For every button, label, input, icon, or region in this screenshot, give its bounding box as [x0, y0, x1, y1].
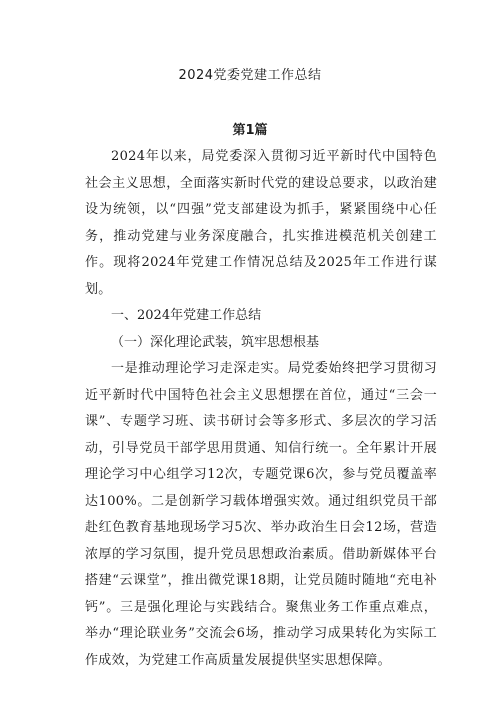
document-title: 2024党委党建工作总结 — [178, 68, 322, 83]
section-paragraph: 一是推动理论学习走深走实。局党委始终把学习贯彻习近平新时代中国特色社会主义思想摆在首位，通过“三会一课”、专题学习班、读书研讨会等多形式、多层次的学习活动，引导党员干部学思用贯通、知信行统一。全年累计开展理论学习中心组学习12次，专题党课6次，参与党员覆盖率达100%。二是创新学习载体增强实效。通过组织党员干部赴红色教育基地现场学习5次、举办政治生日会12场，营造浓厚的学习氛围，提升党员思想政治素质。借助新媒体平台搭建“云课堂”，推出微党课18期，让党员随时随地“充电补钙”。三是强化理论与实践结合。聚焦业务工作重点难点，举办“理论联业务”交流会6场，推动学习成果转化为实际工作成效，为党建工作高质量发展提供坚实思想保障。 — [85, 361, 437, 668]
piece-title: 第1篇 — [232, 123, 268, 138]
document-body — [85, 144, 437, 674]
subsection-heading: （一）深化理论武装，筑牢思想根基 — [111, 334, 320, 350]
intro-paragraph: 2024年以来，局党委深入贯彻习近平新时代中国特色社会主义思想，全面落实新时代党的建设总要求，以政治建设为统领，以“四强”党支部建设为抓手，紧紧围绕中心任务，推动党建与业务深度融合，扎实推进模范机关创建工作。现将2024年党建工作情况总结及2025年工作进行谋划。 — [85, 149, 437, 297]
section-heading: 一、2024年党建工作总结 — [111, 308, 262, 323]
